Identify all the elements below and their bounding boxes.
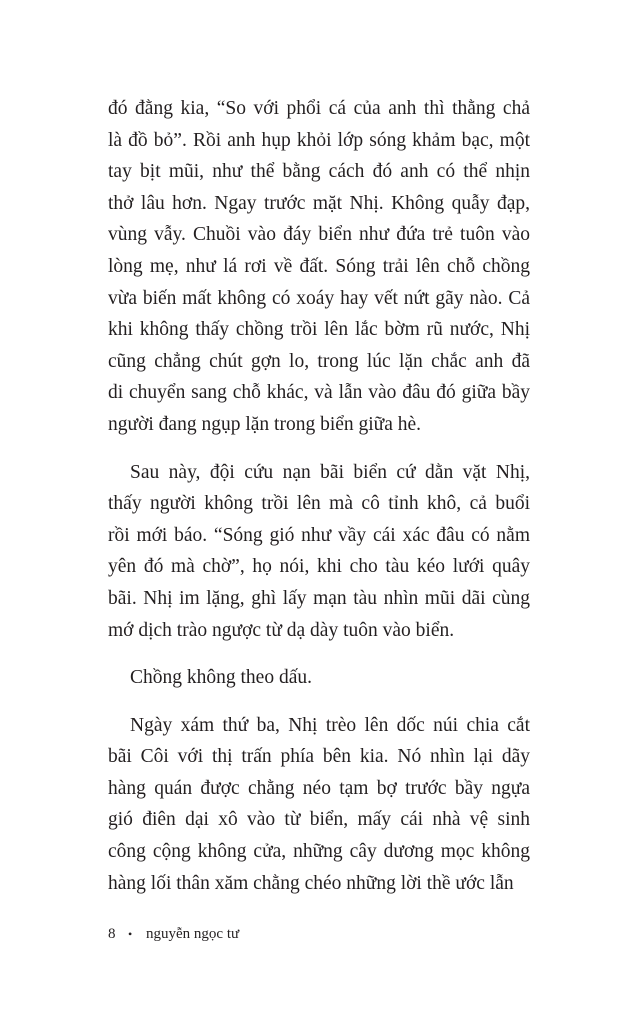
text-line: vùng vẫy. Chuồi vào đáy biển như đứa trẻ tuôn vào [108,224,530,246]
text-line: Sau này, đội cứu nạn bãi biển cứ dằn vặt Nhị, [130,461,530,483]
paragraph [108,93,530,441]
text-line: tay bịt mũi, như thể bằng cách đó anh có thể nhịn [108,161,530,183]
page-footer [108,926,239,943]
text-line: hàng lối thân xăm chằng chéo những lời thề ước lẫn [108,872,514,894]
text-line: hàng quán được chằng néo tạm bợ trước bầy ngựa [108,777,530,799]
text-line: công cộng không cửa, những cây dương mọc không [108,841,530,863]
text-line: mớ dịch trào ngược từ dạ dày tuôn vào biển. [108,619,455,641]
text-line: cũng chẳng chút gợn lo, trong lúc lặn chắc anh đã [108,350,530,372]
text-line: Chồng không theo dấu. [130,667,312,689]
text-line: bãi Côi với thị trấn phía bên kia. Nó nhìn lại dãy [108,746,530,768]
text-line: di chuyển sang chỗ khác, và lẫn vào đâu đó giữa bầy [108,382,530,404]
page-number: 8 [108,926,116,942]
text-line: yên đó mà chờ”, họ nói, khi cho tàu kéo lưới quây [108,556,530,578]
text-line: Ngày xám thứ ba, Nhị trèo lên dốc núi chia cắt [130,714,530,736]
text-line: đó đằng kia, “So với phổi cá của anh thì thằng chả [108,98,530,119]
text-line: vừa biến mất không có xoáy hay vết nứt gãy nào. Cả [108,287,530,309]
paragraph [108,710,530,900]
text-line: lòng mẹ, như lá rơi về đất. Sóng trải lên chỗ chồng [108,255,530,277]
paragraph [108,457,530,647]
text-line: gió điên dại xô vào từ biển, mấy cái nhà vệ sinh [108,809,530,831]
text-line: là đồ bỏ”. Rồi anh hụp khỏi lớp sóng khảm bạc, một [108,129,530,151]
text-line: thở lâu hơn. Ngay trước mặt Nhị. Không quẫy đạp, [108,192,530,214]
text-line: khi không thấy chồng trồi lên lắc bờm rũ nước, Nhị [108,319,530,341]
author-name: nguyễn ngọc tư [146,926,240,942]
text-line: người đang ngụp lặn trong biển giữa hè. [108,413,422,435]
text-line: rồi mới báo. “Sóng gió như vầy cái xác đâu có nằm [108,524,530,546]
footer-separator: • [128,927,133,941]
paragraph [108,662,530,694]
text-line: bãi. Nhị im lặng, ghì lấy mạn tàu nhìn mũi dãi cùng [108,587,530,609]
book-page-body [108,93,530,915]
text-line: thấy người không trồi lên mà cô tỉnh khô, cả buổi [108,493,530,515]
